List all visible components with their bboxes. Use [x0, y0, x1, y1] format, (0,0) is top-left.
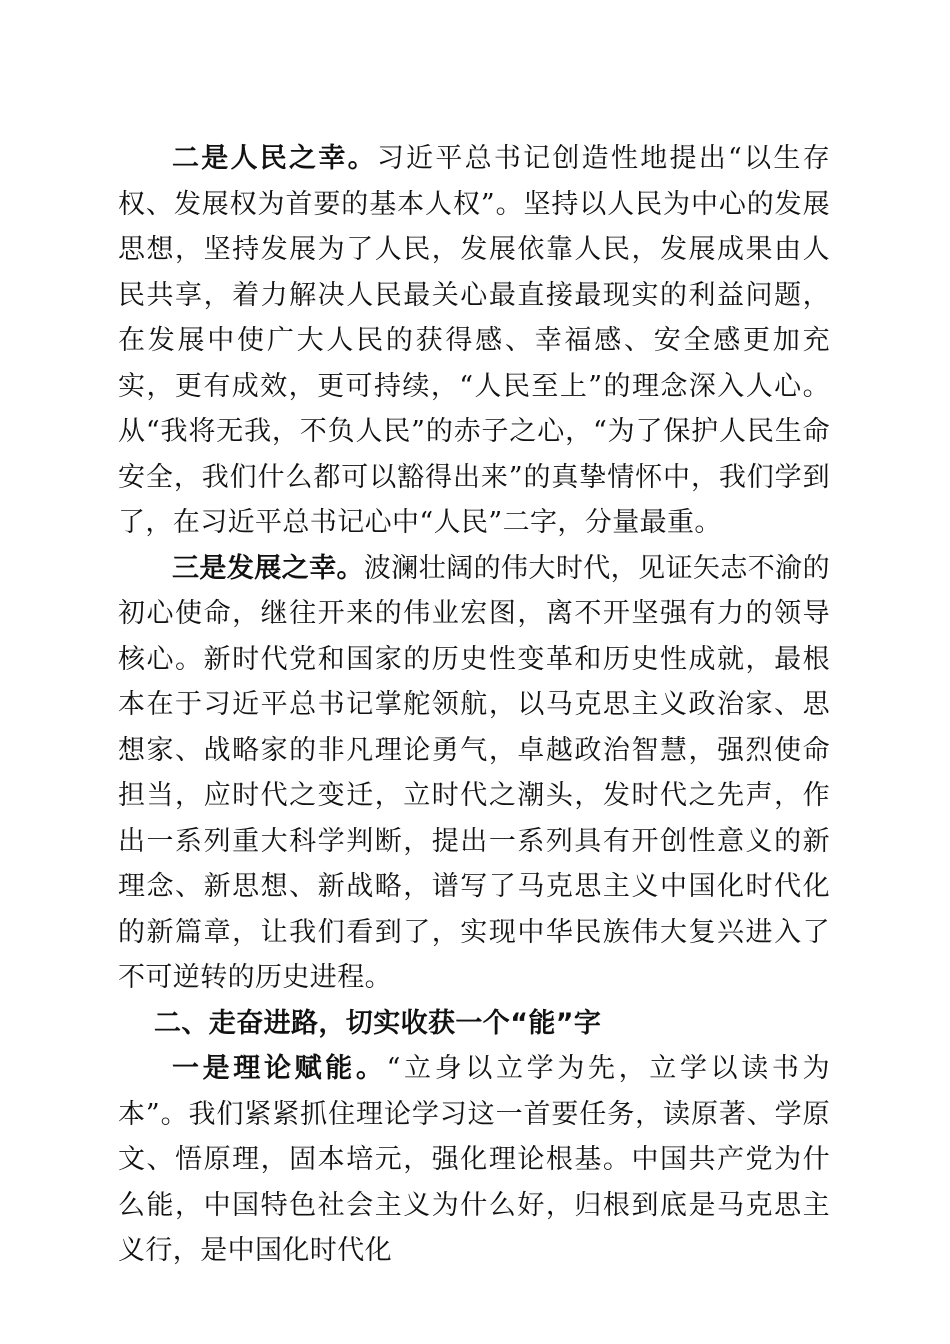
paragraph-lead: 三是发展之幸。 — [172, 552, 364, 584]
paragraph-text: 习近平总书记创造性地提出“以生存权、发展权为首要的基本人权”。坚持以人民为中心的发展思想，坚持发展为了人民，发展依靠人民，发展成果由人民共享，着力解决人民最关心最直接最现实的利益问题，在发展中使广大人民的获得感、幸福感、安全感更加充实，更有成效，更可持续，“人民至上”的理念深入人心。从“我将无我，不负人民”的赤子之心，“为了保护人民生命安全，我们什么都可以豁得出来”的真挚情怀中，我们学到了，在习近平总书记心中“人民”二字，分量最重。 — [118, 143, 830, 538]
paragraph-text: “立身以立学为先，立学以读书为本”。我们紧紧抓住理论学习这一首要任务，读原著、学原文、悟原理，固本培元，强化理论根基。中国共产党为什么能，中国特色社会主义为什么好，归根到底是马克思主义行，是中国化时代化 — [118, 1053, 830, 1266]
document-body — [118, 136, 830, 1274]
section-heading: 二、走奋进路，切实收获一个“能”字 — [154, 1007, 602, 1039]
paragraph-lead: 二是人民之幸。 — [172, 143, 377, 174]
paragraph-lead: 一是理论赋能。 — [172, 1053, 387, 1084]
paragraph-people — [118, 136, 830, 546]
paragraph-development — [118, 546, 830, 1001]
paragraph-theory — [118, 1046, 830, 1274]
paragraph-text: 波澜壮阔的伟大时代，见证矢志不渝的初心使命，继往开来的伟业宏图，离不开坚强有力的领导核心。新时代党和国家的历史性变革和历史性成就，最根本在于习近平总书记掌舵领航，以马克思主义政治家、思想家、战略家的非凡理论勇气，卓越政治智慧，强烈使命担当，应时代之变迁，立时代之潮头，发时代之先声，作出一系列重大科学判断，提出一系列具有开创性意义的新理念、新思想、新战略，谱写了马克思主义中国化时代化的新篇章，让我们看到了，实现中华民族伟大复兴进入了不可逆转的历史进程。 — [118, 552, 830, 993]
